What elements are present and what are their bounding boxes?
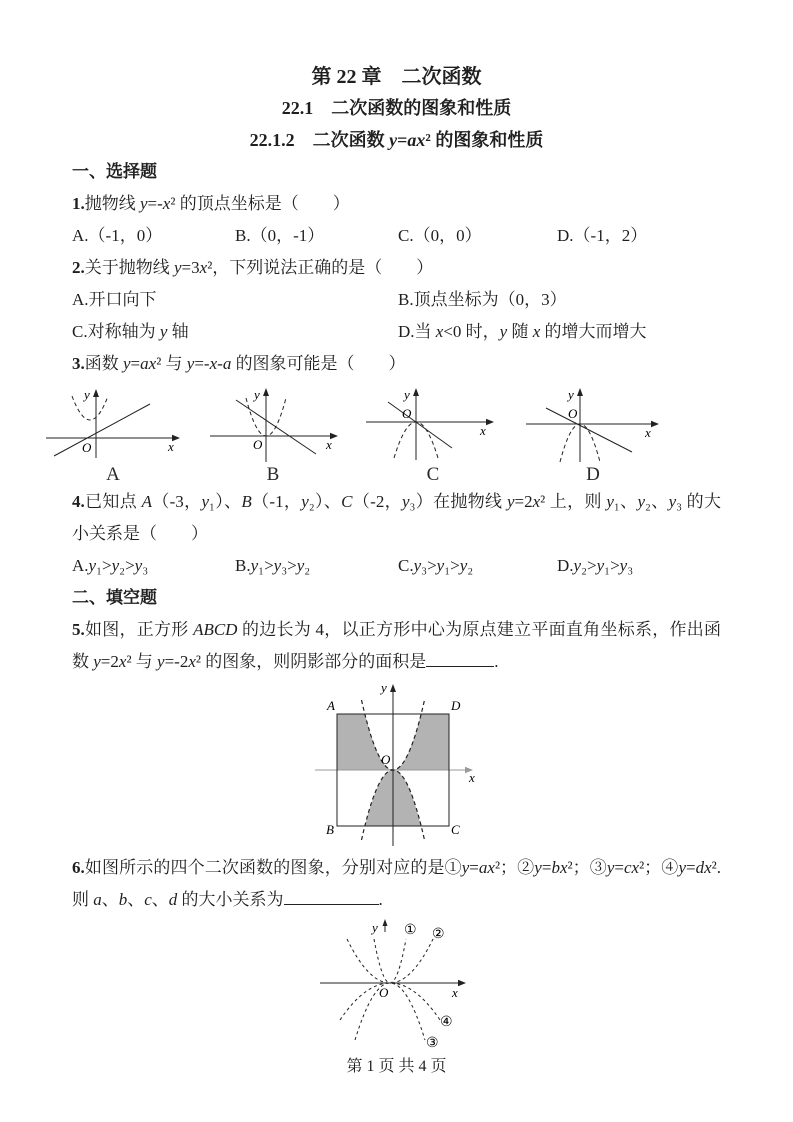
q5-figure-canvas (307, 680, 487, 852)
origin-label: O (378, 985, 388, 1000)
y-axis-label: y (380, 680, 387, 695)
curve-2-label: ② (431, 927, 445, 942)
curve-3-label: ③ (425, 1036, 439, 1051)
axes (210, 393, 332, 462)
origin-label: O (82, 440, 92, 455)
q1-option-b: B.（0，-1） (235, 226, 325, 245)
y-arrow-icon (413, 388, 419, 396)
axes (526, 393, 653, 462)
y-axis-label: y (254, 387, 260, 402)
q1-option-c: C.（0，0） (398, 226, 482, 245)
line-curve (54, 404, 150, 456)
x-arrow-icon (651, 421, 659, 427)
q4-option-c: C.y₃>y₁>y₂ (398, 556, 474, 575)
curve-4-label: ④ (439, 1015, 453, 1030)
q4-options (72, 550, 721, 582)
q2-option-c: C.对称轴为 y 轴 (72, 322, 189, 341)
y-axis-label: y (404, 387, 410, 402)
q2-option-b: B.顶点坐标为（0，3） (398, 290, 567, 309)
origin-label: O (253, 437, 263, 452)
vertex-a-label: A (326, 698, 335, 713)
chapter-title: 第 22 章 二次函数 (311, 66, 482, 88)
curve-4 (340, 983, 440, 1020)
q6-period: . (378, 890, 383, 909)
q3-graph-d-canvas (518, 386, 668, 464)
x-axis-label: x (326, 437, 332, 452)
part1-heading: 一、选择题 (72, 162, 157, 181)
q4-option-d: D.y₂>y₁>y₃ (557, 556, 634, 575)
q2-option-a: A.开口向下 (72, 290, 157, 309)
x-axis-label: x (451, 985, 458, 1000)
x-axis-label: x (168, 439, 174, 454)
q5-figure (72, 680, 721, 852)
q3-graph-d (518, 386, 668, 486)
x-arrow-icon (486, 419, 494, 425)
q3-graph-b (198, 386, 348, 486)
line-curve (236, 400, 316, 454)
q1-option-d: D.（-1，2） (557, 226, 648, 245)
y-axis-label: y (371, 920, 378, 935)
vertex-d-label: D (450, 698, 460, 713)
origin-label: O (568, 406, 578, 421)
page-number: 第 1 页 共 4 页 (346, 1058, 447, 1075)
section-title: 22.1 二次函数的图象和性质 (281, 98, 512, 118)
axes (366, 393, 488, 460)
x-axis-label: x (468, 770, 475, 785)
graph-d-caption: D (586, 464, 600, 485)
q6-figure-canvas (312, 916, 482, 1056)
q6-figure (72, 916, 721, 1056)
graph-a-caption: A (106, 464, 120, 485)
q2-options (72, 284, 721, 348)
curve-2 (347, 939, 433, 983)
line-curve (546, 408, 632, 452)
y-arrow-icon (390, 684, 396, 692)
q5-stem-text: 5.如图，正方形 ABCD 的边长为 4，以正方形中心为原点建立平面直角坐标系，作出函数 y=2x² 与 y=-2x² 的图象，则阴影部分的面积是 (72, 620, 721, 671)
y-arrow-icon (577, 388, 583, 396)
x-arrow-icon (458, 980, 466, 986)
q6-stem (72, 852, 721, 916)
vertex-c-label: C (450, 822, 460, 837)
origin-label: O (380, 752, 390, 767)
subsection-title: 22.1.2 二次函数 y=ax² 的图象和性质 (249, 130, 544, 150)
q2-option-d: D.当 x<0 时，y 随 x 的增大而增大 (398, 322, 647, 341)
y-arrow-icon (382, 919, 387, 926)
q3-graph-a-canvas (38, 386, 188, 464)
q1-options (72, 220, 721, 252)
q1-stem: 1.抛物线 y=-x² 的顶点坐标是（ ） (72, 194, 350, 213)
line-curve (388, 402, 452, 448)
y-axis-label: y (84, 387, 90, 402)
y-axis-label: y (568, 387, 574, 402)
q5-stem (72, 614, 721, 678)
x-axis-label: x (480, 423, 486, 438)
q3-graph-a (38, 386, 188, 486)
q3-graph-c-canvas (358, 386, 508, 464)
q2-stem: 2.关于抛物线 y=3x²，下列说法正确的是（ ） (72, 258, 434, 277)
q5-answer-blank (426, 652, 494, 667)
q4-option-a: A.y₁>y₂>y₃ (72, 556, 149, 575)
q4-option-b: B.y₁>y₃>y₂ (235, 556, 311, 575)
q3-stem: 3.函数 y=ax² 与 y=-x-a 的图象可能是（ ） (72, 354, 406, 373)
y-arrow-icon (263, 388, 269, 396)
x-axis-label: x (645, 425, 651, 440)
q3-graph-c (358, 386, 508, 486)
curve-1 (374, 939, 406, 983)
q1-option-a: A.（-1，0） (72, 226, 163, 245)
graph-c-caption: C (426, 464, 440, 485)
q4-stem: 4.已知点 A（-3，y₁）、B（-1，y₂）、C（-2，y₃）在抛物线 y=2x² 上，则 y₁、y₂、y₃ 的大小关系是（ ） (72, 492, 721, 543)
q6-answer-blank (284, 890, 379, 905)
q3-graph-b-canvas (198, 386, 348, 464)
q6-stem-text: 6.如图所示的四个二次函数的图象，分别对应的是①y=ax²；②y=bx²；③y=cx²；④y=dx².则 a、b、c、d 的大小关系为 (72, 858, 721, 909)
part2-heading: 二、填空题 (72, 588, 157, 607)
origin-label: O (402, 406, 412, 421)
graph-b-caption: B (266, 464, 280, 485)
q5-period: . (494, 652, 499, 671)
parabola-curve (72, 396, 108, 420)
curve-1-label: ① (403, 923, 417, 938)
y-arrow-icon (93, 389, 99, 397)
vertex-b-label: B (325, 822, 334, 837)
q3-graphs (38, 386, 721, 486)
